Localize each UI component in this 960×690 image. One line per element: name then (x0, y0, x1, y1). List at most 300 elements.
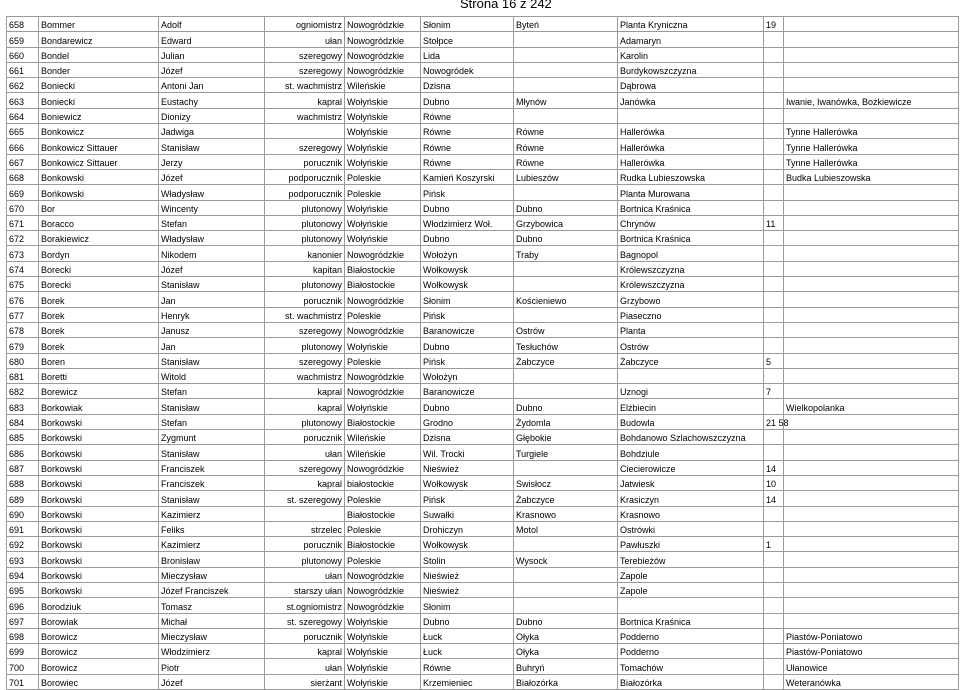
cell-plot-number (764, 506, 784, 521)
table-row (7, 17, 959, 32)
cell-given-name: Witold (159, 368, 265, 383)
cell-plot-number (764, 200, 784, 215)
cell-county: Dubno (421, 338, 514, 353)
cell-commune: Młynów (514, 93, 618, 108)
cell-voivodeship: Nowogródzkie (345, 582, 421, 597)
cell-voivodeship: Poleskie (345, 307, 421, 322)
cell-county: Wołkowysk (421, 277, 514, 292)
cell-voivodeship: Wołyńskie (345, 93, 421, 108)
cell-plot-number (764, 445, 784, 460)
cell-record-number: 679 (7, 338, 39, 353)
cell-given-name: Bronisław (159, 552, 265, 567)
cell-colony (784, 62, 959, 77)
cell-given-name: Józef (159, 169, 265, 184)
cell-plot-number (764, 108, 784, 123)
cell-rank: st. wachmistrz (265, 307, 345, 322)
cell-county: Wil. Trocki (421, 445, 514, 460)
cell-colony (784, 353, 959, 368)
cell-voivodeship: Białostockie (345, 537, 421, 552)
cell-plot-number (764, 659, 784, 674)
cell-surname: Borkowski (39, 445, 159, 460)
cell-surname: Borkowski (39, 552, 159, 567)
cell-commune (514, 47, 618, 62)
cell-commune: Żabczyce (514, 353, 618, 368)
cell-rank: plutonowy (265, 231, 345, 246)
cell-voivodeship: Nowogródzkie (345, 567, 421, 582)
cell-voivodeship: Wołyńskie (345, 399, 421, 414)
cell-rank: ułan (265, 567, 345, 582)
cell-surname: Bonkowski (39, 169, 159, 184)
cell-colony: Wielkopolanka (784, 399, 959, 414)
cell-record-number: 681 (7, 368, 39, 383)
cell-commune (514, 108, 618, 123)
cell-rank: wachmistrz (265, 108, 345, 123)
cell-rank: szeregowy (265, 353, 345, 368)
cell-colony (784, 475, 959, 490)
cell-commune (514, 261, 618, 276)
cell-given-name: Włodzimierz (159, 644, 265, 659)
cell-voivodeship: Białostockie (345, 414, 421, 429)
cell-rank: podporucznik (265, 185, 345, 200)
cell-county: Słonim (421, 292, 514, 307)
cell-given-name: Antoni Jan (159, 78, 265, 93)
cell-commune: Traby (514, 246, 618, 261)
cell-plot-number (764, 613, 784, 628)
cell-surname: Borecki (39, 277, 159, 292)
cell-voivodeship: Wołyńskie (345, 108, 421, 123)
cell-given-name: Henryk (159, 307, 265, 322)
cell-rank: st. szeregowy (265, 491, 345, 506)
cell-record-number: 677 (7, 307, 39, 322)
cell-settlement: Hallerówka (618, 139, 764, 154)
cell-colony (784, 460, 959, 475)
cell-record-number: 685 (7, 430, 39, 445)
cell-commune: Równe (514, 124, 618, 139)
cell-surname: Bor (39, 200, 159, 215)
cell-record-number: 701 (7, 674, 39, 689)
cell-surname: Boracco (39, 215, 159, 230)
cell-surname: Borkowski (39, 506, 159, 521)
cell-given-name: Józef (159, 62, 265, 77)
cell-record-number: 660 (7, 47, 39, 62)
table-row (7, 124, 959, 139)
cell-rank: plutonowy (265, 200, 345, 215)
cell-settlement: Bortnica Kraśnica (618, 200, 764, 215)
cell-settlement: Piaseczno (618, 307, 764, 322)
cell-record-number: 691 (7, 521, 39, 536)
cell-settlement: Ciecierowicze (618, 460, 764, 475)
cell-rank: ułan (265, 445, 345, 460)
table-row (7, 47, 959, 62)
cell-given-name: Stanisław (159, 277, 265, 292)
cell-surname: Borakiewicz (39, 231, 159, 246)
table-row (7, 384, 959, 399)
cell-rank: porucznik (265, 154, 345, 169)
cell-settlement: Krasiczyn (618, 491, 764, 506)
cell-given-name: Jan (159, 338, 265, 353)
cell-rank: porucznik (265, 292, 345, 307)
cell-colony (784, 47, 959, 62)
cell-voivodeship: białostockie (345, 475, 421, 490)
cell-county: Wołkowysk (421, 261, 514, 276)
cell-commune: Równe (514, 154, 618, 169)
cell-surname: Borek (39, 322, 159, 337)
cell-record-number: 667 (7, 154, 39, 169)
cell-surname: Boniecki (39, 78, 159, 93)
cell-surname: Bondel (39, 47, 159, 62)
table-row (7, 399, 959, 414)
cell-voivodeship: Wileńskie (345, 78, 421, 93)
cell-rank: strzelec (265, 521, 345, 536)
cell-surname: Borewicz (39, 384, 159, 399)
cell-settlement: Rudka Lubieszowska (618, 169, 764, 184)
cell-rank: szeregowy (265, 139, 345, 154)
cell-commune: Ostrów (514, 322, 618, 337)
cell-voivodeship: Wołyńskie (345, 674, 421, 689)
cell-plot-number (764, 552, 784, 567)
cell-record-number: 683 (7, 399, 39, 414)
cell-voivodeship: Wołyńskie (345, 659, 421, 674)
cell-rank: plutonowy (265, 552, 345, 567)
cell-county: Krzemieniec (421, 674, 514, 689)
cell-settlement: Bohdziule (618, 445, 764, 460)
cell-given-name: Tomasz (159, 598, 265, 613)
cell-commune: Motol (514, 521, 618, 536)
cell-settlement: Karolin (618, 47, 764, 62)
cell-rank: plutonowy (265, 277, 345, 292)
cell-county: Suwałki (421, 506, 514, 521)
cell-given-name: Stanisław (159, 399, 265, 414)
cell-voivodeship: Wołyńskie (345, 231, 421, 246)
cell-surname: Borkowski (39, 430, 159, 445)
cell-colony (784, 17, 959, 32)
table-row (7, 154, 959, 169)
cell-settlement (618, 598, 764, 613)
cell-record-number: 680 (7, 353, 39, 368)
cell-settlement: Ostrów (618, 338, 764, 353)
cell-colony (784, 491, 959, 506)
cell-commune (514, 32, 618, 47)
cell-county: Stolin (421, 552, 514, 567)
cell-plot-number (764, 78, 784, 93)
cell-commune (514, 307, 618, 322)
cell-surname: Borowicz (39, 644, 159, 659)
cell-surname: Borkowski (39, 567, 159, 582)
cell-record-number: 682 (7, 384, 39, 399)
cell-colony: Piastów-Poniatowo (784, 628, 959, 643)
cell-record-number: 692 (7, 537, 39, 552)
cell-colony: Tynne Hallerówka (784, 154, 959, 169)
cell-colony (784, 414, 959, 429)
cell-county: Dzisna (421, 78, 514, 93)
cell-commune: Buhryń (514, 659, 618, 674)
cell-plot-number: 11 (764, 215, 784, 230)
cell-commune: Lubieszów (514, 169, 618, 184)
cell-county: Włodzimierz Woł. (421, 215, 514, 230)
cell-surname: Borek (39, 338, 159, 353)
cell-commune (514, 582, 618, 597)
cell-county: Dubno (421, 231, 514, 246)
cell-given-name: Mieczysław (159, 567, 265, 582)
cell-surname: Bondarewicz (39, 32, 159, 47)
cell-county: Równe (421, 124, 514, 139)
table-row (7, 613, 959, 628)
cell-colony: Iwanie, Iwanówka, Bożkiewicze (784, 93, 959, 108)
cell-voivodeship: Wołyńskie (345, 200, 421, 215)
cell-voivodeship: Białostockie (345, 506, 421, 521)
cell-settlement (618, 108, 764, 123)
cell-record-number: 690 (7, 506, 39, 521)
cell-record-number: 688 (7, 475, 39, 490)
cell-given-name: Stanisław (159, 445, 265, 460)
cell-colony (784, 598, 959, 613)
cell-rank: porucznik (265, 628, 345, 643)
cell-plot-number (764, 124, 784, 139)
cell-surname: Borowicz (39, 628, 159, 643)
cell-record-number: 672 (7, 231, 39, 246)
cell-voivodeship: Nowogródzkie (345, 384, 421, 399)
cell-settlement: Budowla (618, 414, 764, 429)
cell-voivodeship: Poleskie (345, 169, 421, 184)
cell-given-name: Julian (159, 47, 265, 62)
cell-voivodeship: Wołyńskie (345, 628, 421, 643)
table-row (7, 62, 959, 77)
cell-commune: Ołyka (514, 644, 618, 659)
cell-plot-number (764, 674, 784, 689)
cell-plot-number (764, 628, 784, 643)
cell-county: Łuck (421, 644, 514, 659)
cell-record-number: 674 (7, 261, 39, 276)
cell-voivodeship: Nowogródzkie (345, 460, 421, 475)
cell-record-number: 696 (7, 598, 39, 613)
page-header (0, 0, 960, 14)
cell-county: Grodno (421, 414, 514, 429)
cell-record-number: 663 (7, 93, 39, 108)
cell-rank (265, 506, 345, 521)
cell-settlement: Chrynów (618, 215, 764, 230)
cell-settlement: Planta (618, 322, 764, 337)
cell-settlement: Burdykowszczyzna (618, 62, 764, 77)
table-row (7, 169, 959, 184)
cell-plot-number (764, 277, 784, 292)
cell-plot-number: 7 (764, 384, 784, 399)
cell-commune: Kościeniewo (514, 292, 618, 307)
cell-plot-number: 21 58 (764, 414, 784, 429)
cell-county: Równe (421, 154, 514, 169)
cell-given-name: Stefan (159, 215, 265, 230)
cell-plot-number: 5 (764, 353, 784, 368)
table-row (7, 78, 959, 93)
cell-settlement: Bohdanowo Szlachowszczyzna (618, 430, 764, 445)
cell-rank: szeregowy (265, 62, 345, 77)
table-row (7, 338, 959, 353)
cell-rank: szeregowy (265, 322, 345, 337)
cell-voivodeship: Nowogródzkie (345, 246, 421, 261)
cell-surname: Borodziuk (39, 598, 159, 613)
cell-surname: Borek (39, 307, 159, 322)
cell-colony (784, 521, 959, 536)
cell-given-name: Władysław (159, 185, 265, 200)
cell-record-number: 689 (7, 491, 39, 506)
cell-colony (784, 200, 959, 215)
table-row (7, 445, 959, 460)
table-row (7, 521, 959, 536)
cell-county: Równe (421, 139, 514, 154)
cell-surname: Borowicz (39, 659, 159, 674)
cell-commune (514, 460, 618, 475)
cell-commune (514, 277, 618, 292)
cell-record-number: 699 (7, 644, 39, 659)
cell-record-number: 671 (7, 215, 39, 230)
cell-record-number: 693 (7, 552, 39, 567)
cell-record-number: 662 (7, 78, 39, 93)
cell-rank: sierżant (265, 674, 345, 689)
cell-plot-number (764, 598, 784, 613)
cell-county: Pińsk (421, 491, 514, 506)
cell-given-name: Józef Franciszek (159, 582, 265, 597)
cell-rank: kapral (265, 93, 345, 108)
cell-county: Dubno (421, 613, 514, 628)
cell-county: Słonim (421, 598, 514, 613)
cell-rank: szeregowy (265, 47, 345, 62)
cell-county: Dubno (421, 399, 514, 414)
cell-county: Baranowicze (421, 384, 514, 399)
cell-given-name: Jadwiga (159, 124, 265, 139)
cell-colony (784, 292, 959, 307)
cell-commune (514, 62, 618, 77)
cell-voivodeship: Poleskie (345, 353, 421, 368)
cell-commune (514, 384, 618, 399)
cell-plot-number (764, 399, 784, 414)
table-row (7, 215, 959, 230)
cell-commune: Dubno (514, 200, 618, 215)
table-row (7, 460, 959, 475)
cell-rank: porucznik (265, 430, 345, 445)
cell-colony (784, 552, 959, 567)
cell-settlement: Białozórka (618, 674, 764, 689)
cell-plot-number (764, 582, 784, 597)
cell-surname: Borek (39, 292, 159, 307)
cell-surname: Bońkowski (39, 185, 159, 200)
cell-colony (784, 277, 959, 292)
cell-plot-number (764, 644, 784, 659)
cell-given-name: Stefan (159, 384, 265, 399)
cell-plot-number (764, 47, 784, 62)
cell-commune: Ołyka (514, 628, 618, 643)
cell-plot-number (764, 32, 784, 47)
cell-settlement: Bagnopol (618, 246, 764, 261)
cell-county: Drohiczyn (421, 521, 514, 536)
cell-given-name: Wincenty (159, 200, 265, 215)
cell-rank: starszy ułan (265, 582, 345, 597)
cell-plot-number (764, 567, 784, 582)
cell-surname: Boniecki (39, 93, 159, 108)
table-row (7, 582, 959, 597)
cell-county: Lida (421, 47, 514, 62)
cell-voivodeship: Nowogródzkie (345, 32, 421, 47)
cell-given-name: Józef (159, 261, 265, 276)
cell-settlement: Bortnica Kraśnica (618, 231, 764, 246)
table-row (7, 659, 959, 674)
cell-surname: Borkowski (39, 521, 159, 536)
cell-surname: Borkowiak (39, 399, 159, 414)
cell-surname: Borkowski (39, 537, 159, 552)
cell-commune (514, 185, 618, 200)
cell-colony: Tynne Hallerówka (784, 139, 959, 154)
cell-rank: ogniomistrz (265, 17, 345, 32)
cell-plot-number (764, 93, 784, 108)
cell-given-name: Zygmunt (159, 430, 265, 445)
table-row (7, 322, 959, 337)
cell-given-name: Dionizy (159, 108, 265, 123)
cell-rank: wachmistrz (265, 368, 345, 383)
cell-voivodeship: Nowogródzkie (345, 17, 421, 32)
cell-given-name: Władysław (159, 231, 265, 246)
cell-record-number: 676 (7, 292, 39, 307)
cell-settlement: Królewszczyzna (618, 277, 764, 292)
cell-record-number: 698 (7, 628, 39, 643)
cell-county: Stołpce (421, 32, 514, 47)
page-number-label: Strona 16 z 242 (460, 0, 552, 11)
cell-county: Pińsk (421, 185, 514, 200)
cell-surname: Borkowski (39, 460, 159, 475)
cell-surname: Bonkowicz Sittauer (39, 154, 159, 169)
cell-surname: Borowiak (39, 613, 159, 628)
cell-rank: kapitan (265, 261, 345, 276)
cell-settlement: Zapole (618, 567, 764, 582)
cell-plot-number (764, 430, 784, 445)
cell-surname: Boniewicz (39, 108, 159, 123)
cell-given-name: Adolf (159, 17, 265, 32)
table-row (7, 307, 959, 322)
table-row (7, 292, 959, 307)
cell-voivodeship: Poleskie (345, 521, 421, 536)
cell-commune: Białozórka (514, 674, 618, 689)
cell-county: Dzisna (421, 430, 514, 445)
cell-commune: Swisłocz (514, 475, 618, 490)
table-row (7, 368, 959, 383)
cell-settlement: Janówka (618, 93, 764, 108)
cell-county: Kamień Koszyrski (421, 169, 514, 184)
cell-surname: Boretti (39, 368, 159, 383)
cell-record-number: 670 (7, 200, 39, 215)
cell-colony: Weteranówka (784, 674, 959, 689)
cell-commune: Grzybowica (514, 215, 618, 230)
cell-settlement: Planta Kryniczna (618, 17, 764, 32)
cell-given-name: Mieczysław (159, 628, 265, 643)
cell-rank: porucznik (265, 537, 345, 552)
table-row (7, 353, 959, 368)
cell-surname: Bordyn (39, 246, 159, 261)
cell-plot-number (764, 521, 784, 536)
cell-settlement (618, 368, 764, 383)
cell-given-name: Eustachy (159, 93, 265, 108)
cell-colony (784, 231, 959, 246)
cell-settlement: Jatwiesk (618, 475, 764, 490)
table-row (7, 537, 959, 552)
cell-colony (784, 32, 959, 47)
cell-settlement: Żabczyce (618, 353, 764, 368)
cell-rank: kapral (265, 475, 345, 490)
table-row (7, 139, 959, 154)
cell-colony (784, 582, 959, 597)
cell-given-name: Jerzy (159, 154, 265, 169)
cell-rank: szeregowy (265, 460, 345, 475)
cell-voivodeship: Nowogródzkie (345, 292, 421, 307)
cell-voivodeship: Wileńskie (345, 430, 421, 445)
cell-colony (784, 108, 959, 123)
table-row (7, 475, 959, 490)
